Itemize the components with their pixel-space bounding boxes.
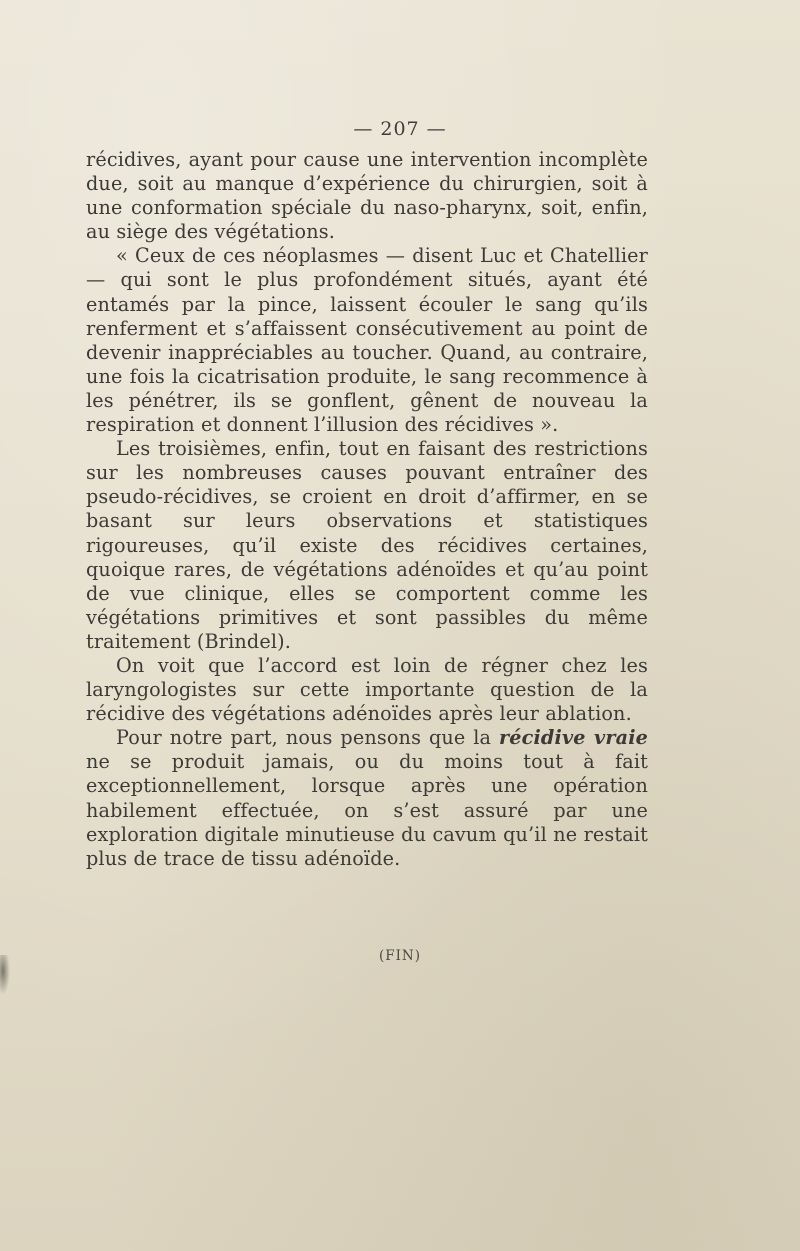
conclusion-text-start: Pour notre part, nous pensons que la	[116, 726, 500, 750]
margin-smudge	[0, 955, 10, 995]
body-text	[86, 148, 648, 871]
emphasis-recidive-vraie: récidive vraie	[499, 726, 648, 750]
paragraph-disagreement: On voit que l’accord est loin de régner chez les laryngologistes sur cette importante question de la récidive des végétations adénoïdes après leur ablation.	[86, 653, 648, 726]
conclusion-text-end: ne se produit jamais, ou du moins tout à fait exceptionnellement, lorsque après une opération habilement effectuée, on s’est assuré par une exploration digitale minutieuse du cavum qu’il ne restait plus de trace de tissu adénoïde.	[86, 750, 648, 870]
page-number: — 207 —	[353, 118, 447, 140]
paragraph-third-opinion: Les troisièmes, enfin, tout en faisant des restrictions sur les nombreuses causes pouvant entraîner des pseudo-récidives, se croient en droit d’affirmer, en se basant sur leurs observations et statistiques rigoureuses, qu’il existe des récidives certaines, quoique rares, de végétations adénoïdes et qu’au point de vue clinique, elles se comportent comme les végétations primitives et sont passibles du même traitement (Brindel).	[86, 437, 648, 653]
paragraph-conclusion	[86, 726, 648, 871]
end-mark: (FIN)	[378, 948, 422, 964]
paragraph-quote: « Ceux de ces néoplasmes — disent Luc et Chatellier — qui sont le plus profondément situés, ayant été entamés par la pince, laissent écouler le sang qu’ils renferment et s’affaissent consécutivement au point de devenir inappréciables au toucher. Quand, au contraire, une fois la cicatrisation produite, le sang recommence à les pénétrer, ils se gonflent, gênent de nouveau la respiration et donnent l’illusion des récidives ».	[86, 244, 648, 437]
paragraph-continuation: récidives, ayant pour cause une intervention incomplète due, soit au manque d’expérience du chirurgien, soit à une conformation spéciale du naso-pharynx, soit, enfin, au siège des végétations.	[86, 148, 648, 244]
